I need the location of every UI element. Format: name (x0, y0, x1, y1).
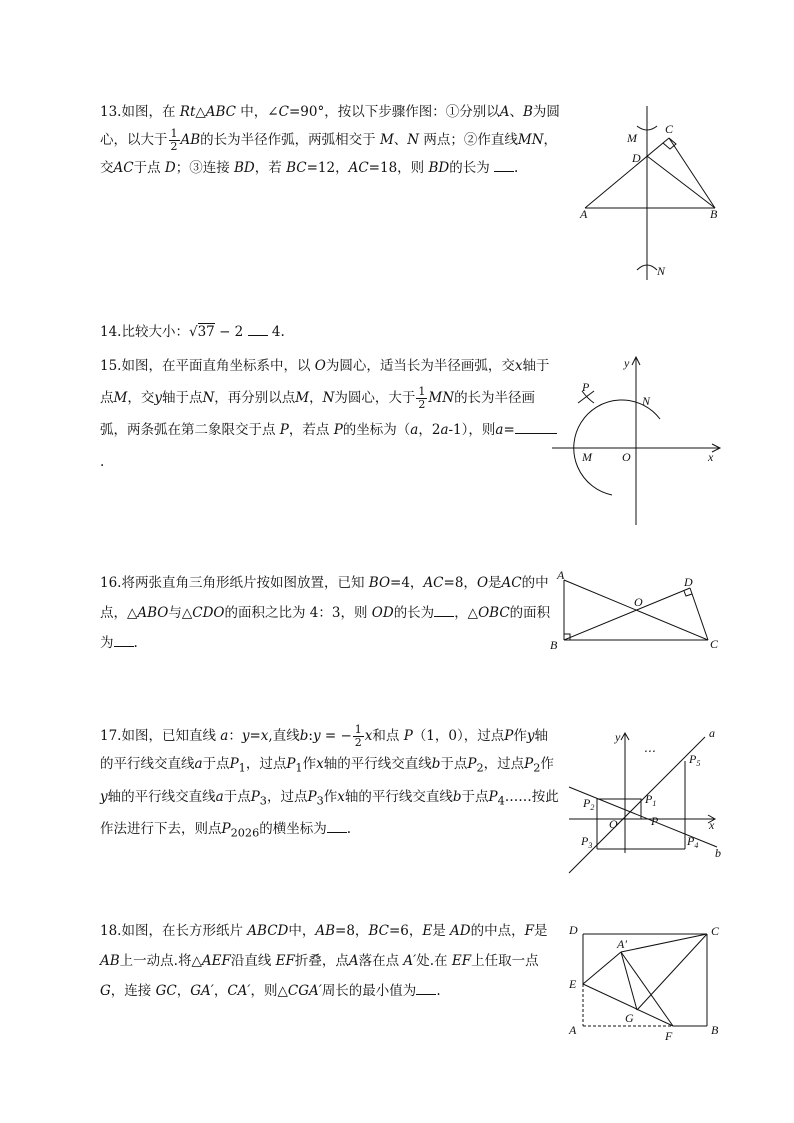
text: P (229, 756, 239, 772)
text: 是 (432, 923, 451, 939)
label-n: N (642, 394, 651, 408)
text: ；③连接 (175, 160, 235, 176)
text: M (379, 132, 394, 148)
text: x (260, 728, 269, 744)
label-p4-letter: P (687, 834, 695, 848)
answer-blank[interactable] (494, 157, 514, 172)
text: BO (368, 575, 391, 591)
problem-18 (100, 916, 560, 1006)
text: 、 (393, 132, 408, 148)
text: . (514, 160, 519, 176)
answer-blank[interactable] (114, 632, 134, 647)
text: y (312, 728, 321, 744)
text: BD (428, 160, 450, 176)
label-x: x (709, 818, 715, 832)
text: a (440, 422, 449, 438)
fraction (353, 724, 364, 749)
text: b (299, 728, 309, 744)
text: E (422, 923, 433, 939)
text: AB (180, 132, 201, 148)
text: 为圆心，大于 (334, 390, 416, 406)
frac-num: 1 (418, 385, 426, 398)
text: ，再分别以点 (214, 390, 296, 406)
label-p3-letter: P (581, 834, 589, 848)
text: 于点 (202, 756, 230, 772)
text: 落在点 (358, 953, 404, 969)
problem-17 (100, 722, 560, 848)
label-o: O (634, 595, 643, 609)
text: : (308, 728, 313, 744)
text: 如图，在平面直角坐标系中，以 (121, 358, 315, 374)
text: AEF (201, 953, 231, 969)
text: ，过点 (266, 788, 308, 805)
text: P (467, 756, 477, 772)
text: 轴于点 (100, 358, 550, 406)
text: GA′ (190, 983, 214, 999)
label-dots: ⋯ (643, 744, 655, 758)
text: ， (176, 983, 191, 999)
subscript: 3 (259, 794, 267, 808)
fraction (169, 128, 180, 153)
text: =8， (335, 923, 369, 939)
label-o: O (622, 450, 631, 464)
figure-16 (550, 570, 730, 655)
frac-num: 1 (170, 127, 178, 140)
problem-number: 17. (100, 728, 122, 744)
text: y (241, 728, 250, 744)
text: =8， (443, 575, 477, 591)
figure-17 (565, 725, 735, 885)
label-b: B (711, 1023, 719, 1037)
text: BD (234, 160, 255, 176)
label-m: M (582, 450, 592, 464)
text: =12， (306, 160, 349, 176)
text: CGA′ (287, 983, 322, 999)
text: O (314, 358, 326, 374)
label-d: D (632, 151, 641, 165)
text: OD (371, 605, 394, 621)
text: 的长为 (449, 160, 490, 176)
answer-blank[interactable] (248, 321, 268, 336)
text: B (522, 104, 533, 120)
segment-ac (585, 138, 669, 208)
label-g: G (625, 1011, 634, 1025)
text: 的坐标为（ (342, 422, 411, 438)
text: x (337, 788, 345, 805)
text: y (154, 390, 162, 406)
text: 折叠，点 (294, 953, 349, 969)
text: O (476, 575, 489, 591)
text: EF (275, 953, 295, 969)
label-p3-sub: 3 (588, 841, 593, 850)
text: 的长为半径作弧，两弧相交于 (200, 132, 380, 148)
segment-dc (690, 588, 708, 640)
frac-den: 2 (170, 140, 178, 153)
text: ，交 (100, 132, 558, 176)
label-p5-sub: 5 (696, 759, 701, 768)
text: 将两张直角三角形纸片按如图放置，已知 (121, 575, 369, 591)
text: =4， (390, 575, 424, 591)
label-b: B (710, 207, 718, 221)
text: =6， (388, 923, 423, 939)
text: x (514, 358, 523, 374)
text: a (194, 756, 203, 772)
label-p2-letter: P (583, 796, 591, 810)
text: − 2 (214, 324, 244, 340)
problem-14 (100, 318, 560, 346)
text: A (348, 953, 359, 969)
text: 与△ (168, 605, 193, 621)
label-e: E (569, 977, 577, 991)
label-c: C (711, 924, 720, 938)
text: CDO (192, 605, 225, 621)
text: CA′ (227, 983, 251, 999)
frac-den: 2 (354, 736, 362, 749)
sqrt-radicand: 37 (197, 324, 215, 340)
text: 、 (509, 104, 523, 120)
text: ， (213, 983, 228, 999)
text: . (436, 983, 441, 999)
text: C (278, 104, 289, 120)
text: Rt△ABC (179, 104, 237, 120)
text: 轴的平行线交直线 (323, 756, 432, 772)
text: P (333, 422, 343, 438)
subscript: 2 (533, 761, 541, 775)
text: 中， (288, 923, 316, 939)
line-b (569, 787, 717, 847)
label-p2 (582, 796, 594, 812)
text: ,直线 (268, 728, 300, 744)
text: M (295, 390, 310, 406)
text: 轴的平行线交直线 (107, 788, 216, 805)
text: （1，0），过点 (412, 728, 505, 744)
problem-15 (100, 350, 560, 478)
text: b (452, 788, 462, 805)
text: . (100, 454, 105, 470)
label-p: P (651, 814, 659, 828)
label-p1-letter: P (645, 792, 653, 806)
text: 和点 (372, 728, 404, 744)
text: G (100, 983, 111, 999)
text: . (133, 635, 138, 651)
text: a (495, 422, 504, 438)
text: = − (320, 728, 352, 744)
figure-18 (565, 920, 735, 1050)
text: 轴的平行线交直线 (100, 728, 548, 772)
label-f: F (665, 1029, 673, 1043)
text: 于点 (440, 756, 468, 772)
segment-a1g (621, 952, 637, 1010)
label-p4-sub: 4 (694, 841, 699, 850)
text: ……按此作法进行下去，则点 (100, 788, 559, 838)
frac-den: 2 (418, 398, 426, 411)
label-y: y (615, 730, 621, 744)
problem-number: 15. (100, 358, 122, 374)
text: ，交 (127, 390, 155, 406)
label-m: M (627, 131, 637, 145)
label-b: B (550, 638, 558, 652)
text: 于点 (223, 788, 251, 805)
text: ，过点 (245, 756, 287, 772)
text: 中，∠ (236, 104, 279, 120)
figure-15 (550, 355, 730, 530)
text: 的中点，△ (100, 575, 549, 621)
text: A (499, 104, 510, 120)
label-p5 (688, 752, 700, 768)
text: ， (309, 390, 323, 406)
text: ，连接 (110, 983, 156, 999)
text: =90°，按以下步骤作图：①分别以 (288, 104, 500, 120)
problem-number: 14. (100, 324, 122, 340)
text: 于点 (461, 788, 489, 805)
text: ，2 (418, 422, 441, 438)
text: =18，则 (368, 160, 429, 176)
sqrt-symbol: √ (188, 324, 198, 340)
text: -1），则 (448, 422, 496, 438)
text: x (364, 728, 373, 744)
problem-number: 18. (100, 923, 122, 939)
text: 的横坐标为 (259, 821, 327, 838)
figure-13 (575, 100, 735, 290)
segment-gc (637, 934, 707, 1010)
text: AC (113, 160, 134, 176)
text: P (524, 756, 534, 772)
text: ，若 (254, 160, 287, 176)
text: y (100, 788, 108, 805)
rect-p1p2 (597, 799, 641, 819)
text: A′ (403, 953, 417, 969)
label-a: A (580, 207, 588, 221)
label-p2-sub: 2 (590, 803, 595, 812)
text: P (279, 422, 289, 438)
text: MN (517, 132, 544, 148)
text: P (307, 788, 317, 805)
text: P (504, 728, 514, 744)
text: 为圆心，适当长为半径画弧，交 (325, 358, 515, 374)
text: BC (286, 160, 307, 176)
text: 沿直线 (230, 953, 276, 969)
text: 于点 (133, 160, 165, 176)
problem-16 (100, 568, 560, 658)
text: F (524, 923, 534, 939)
text: . (346, 821, 352, 838)
label-p5-letter: P (689, 752, 697, 766)
text: AC (423, 575, 444, 591)
subscript: 2026 (230, 827, 260, 841)
text: 的长为半径画弧，两条弧在第二象限交于点 (100, 390, 536, 438)
text: ，则△ (250, 983, 288, 999)
text: 作 (513, 728, 527, 744)
text: N (202, 390, 215, 406)
text: = (503, 422, 515, 438)
label-p1 (644, 792, 656, 808)
text: AB (315, 923, 336, 939)
text: AC (501, 575, 522, 591)
label-d: D (569, 923, 578, 937)
text: ABCD (247, 923, 289, 939)
text: 作 (540, 756, 554, 772)
text: P (286, 756, 296, 772)
text: 的中点， (470, 923, 525, 939)
label-a: A (557, 568, 565, 582)
text: 如图，在 (121, 104, 180, 120)
answer-blank[interactable] (327, 818, 347, 833)
text: 上一动点.将△ (119, 953, 202, 969)
text: 作 (323, 788, 338, 805)
label-p4 (686, 834, 698, 850)
segment-a1c (621, 934, 707, 952)
subscript: 1 (238, 761, 246, 775)
text: OBC (478, 605, 510, 621)
text: MN (428, 390, 455, 406)
subscript: 3 (316, 794, 324, 808)
fraction (416, 386, 427, 411)
label-p3 (580, 834, 592, 850)
text: 作 (302, 756, 317, 772)
text: P (488, 788, 498, 805)
text: 如图，已知直线 (121, 728, 221, 744)
text: b (431, 756, 441, 772)
label-o: O (609, 817, 618, 831)
text: AD (450, 923, 471, 939)
label-a: a (709, 726, 715, 740)
text: EF (451, 953, 472, 969)
text: P (221, 821, 231, 838)
text: a (410, 422, 419, 438)
text: N (322, 390, 335, 406)
text: ABO (137, 605, 169, 621)
label-n: N (657, 264, 666, 278)
label-c: C (710, 637, 719, 651)
label-p1-sub: 1 (652, 799, 657, 808)
text: 处.在 (416, 953, 452, 969)
text: = (249, 728, 261, 744)
text: 比较大小： (121, 324, 189, 340)
problem-number: 16. (100, 575, 122, 591)
answer-blank[interactable] (416, 980, 436, 995)
text: D (164, 160, 176, 176)
text: N (407, 132, 420, 148)
segment-bd (647, 156, 715, 208)
label-y: y (624, 356, 630, 370)
subscript: 1 (295, 761, 303, 775)
problem-13 (100, 98, 560, 182)
text: P (403, 728, 413, 744)
label-d: D (684, 575, 693, 589)
text: 的长为 (393, 605, 435, 621)
label-p: P (582, 380, 590, 394)
label-x: x (708, 450, 714, 464)
segment-ea1 (583, 952, 621, 984)
text: y (526, 728, 535, 744)
label-b: b (715, 846, 721, 860)
segment-cb (669, 138, 715, 208)
text: AC (348, 160, 369, 176)
label-a-prime: A′ (617, 937, 627, 951)
text: 周长的最小值为 (321, 983, 417, 999)
text: 轴于点 (161, 390, 203, 406)
text: 4. (271, 324, 285, 340)
problem-number: 13. (100, 104, 122, 120)
text: 的面积之比为 4：3，则 (224, 605, 372, 621)
text: 为圆心，以大于 (100, 104, 560, 148)
text: M (113, 390, 128, 406)
text: a (220, 728, 229, 744)
text: P (250, 788, 260, 805)
text: 上任取一点 (471, 953, 539, 969)
subscript: 2 (476, 761, 484, 775)
text: 两点；②作直线 (419, 132, 518, 148)
text: x (316, 756, 324, 772)
text: ，△ (454, 605, 479, 621)
subscript: 4 (497, 794, 505, 808)
text: ，若点 (288, 422, 334, 438)
text: a (215, 788, 224, 805)
text: 是 (533, 923, 548, 939)
frac-num: 1 (354, 723, 362, 736)
text: 轴的平行线交直线 (344, 788, 453, 805)
text: 如图，在长方形纸片 (121, 923, 248, 939)
text: ，过点 (483, 756, 525, 772)
text: BC (368, 923, 389, 939)
answer-blank[interactable] (434, 602, 454, 617)
text: AB (100, 953, 120, 969)
label-a: A (569, 1023, 577, 1037)
label-c: C (665, 122, 674, 136)
text: GC (155, 983, 177, 999)
text: 是 (488, 575, 502, 591)
text: ： (228, 728, 242, 744)
text: 的面积为 (100, 605, 551, 651)
segment-bd (564, 588, 690, 640)
